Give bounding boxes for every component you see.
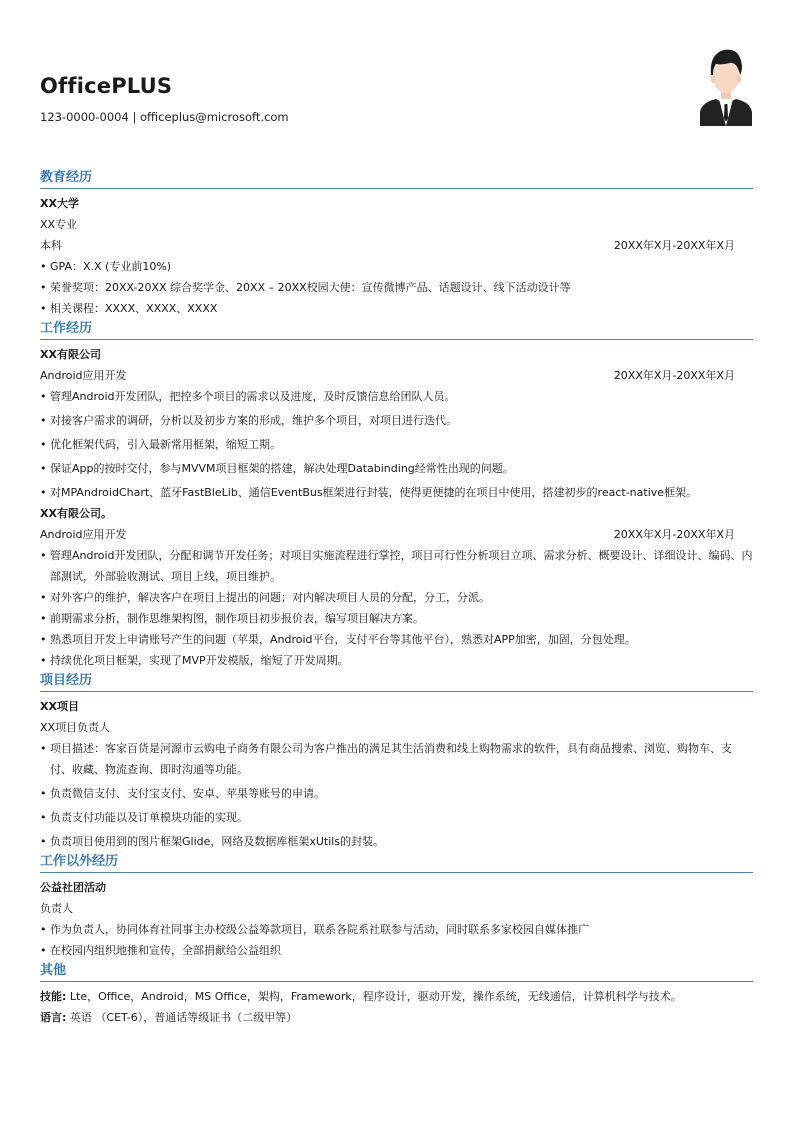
activity-role-line bbox=[40, 898, 753, 919]
degree-line bbox=[40, 235, 753, 256]
job-bullet: • 保证App的按时交付，参与MVVM项目框架的搭建，解决处理Databinding经常性出现的问题。 bbox=[40, 462, 514, 475]
job-bullet: • 管理Android开发团队，把控多个项目的需求以及进度，及时反馈信息给团队人员。 bbox=[40, 390, 456, 403]
skills-line bbox=[40, 986, 753, 1007]
job-bullet: • 优化框架代码，引入最新常用框架，缩短工期。 bbox=[40, 438, 281, 451]
education-bullet: • 相关课程：XXXX、XXXX、XXXX bbox=[40, 302, 218, 315]
section-title-project: 项目经历 bbox=[40, 673, 93, 688]
job-role: Android应用开发 bbox=[40, 369, 127, 382]
job-date: 20XX年X月-20XX年X月 bbox=[613, 528, 735, 541]
activity-bullet: • 在校园内组织地推和宣传，全部捐献给公益组织 bbox=[40, 944, 281, 957]
section-divider bbox=[40, 339, 753, 340]
skills-value: Lte，Office，Android，MS Office，架构，Framework，程序设计，驱动开发，操作系统，无线通信，计算机科学与技术。 bbox=[66, 990, 682, 1003]
education-date: 20XX年X月-20XX年X月 bbox=[613, 239, 735, 252]
activity-bullet: • 作为负责人，协同体育社同事主办校级公益筹款项目，联系各院系社联参与活动，同时联系多家校园自媒体推广 bbox=[40, 923, 589, 936]
job-bullet: • 对接客户需求的调研，分析以及初步方案的形成，维护多个项目，对项目进行迭代。 bbox=[40, 414, 457, 427]
section-other bbox=[40, 961, 753, 1028]
activity-role: 负责人 bbox=[40, 902, 73, 915]
degree: 本科 bbox=[40, 239, 62, 252]
project-bullet: • 项目描述：客家百货是河源市云购电子商务有限公司为客户推出的满足其生活消费和线上购物需求的软件，具有商品搜索、浏览、购物车、支付、收藏、物流查询、即时沟通等功能。 bbox=[40, 742, 732, 776]
section-divider bbox=[40, 981, 753, 982]
major-line bbox=[40, 214, 753, 235]
section-work bbox=[40, 319, 753, 671]
avatar bbox=[700, 44, 752, 126]
job-bullet: • 前期需求分析，制作思维架构图，制作项目初步报价表，编写项目解决方案。 bbox=[40, 612, 424, 625]
job-bullet: • 管理Android开发团队，分配和调节开发任务；对项目实施流程进行掌控，项目可行性分析项目立项、需求分析、概要设计、详细设计、编码、内部测试，外部验收测试、项目上线，项目维护。 bbox=[40, 549, 753, 583]
project-bullet: • 负责支付功能以及订单模块功能的实现。 bbox=[40, 811, 248, 824]
project-role-line bbox=[40, 717, 753, 738]
major: XX专业 bbox=[40, 218, 78, 231]
education-bullet: • 荣誉奖项：20XX-20XX 综合奖学金、20XX – 20XX校园大使：宣传微博产品、话题设计、线下活动设计等 bbox=[40, 281, 571, 294]
section-divider bbox=[40, 188, 753, 189]
project-bullet: • 负责微信支付、支付宝支付、安卓、苹果等账号的申请。 bbox=[40, 787, 325, 800]
candidate-name: OfficePLUS bbox=[40, 74, 173, 98]
language-label: 语言: bbox=[40, 1011, 67, 1024]
job-bullet: • 熟悉项目开发上申请账号产生的问题（苹果，Android平台，支付平台等其他平台），熟悉对APP加密，加固，分包处理。 bbox=[40, 633, 636, 646]
job-role: Android应用开发 bbox=[40, 528, 127, 541]
project-name: XX项目 bbox=[40, 700, 79, 713]
language-value: 英语 （CET-6），普通话等级证书（二级甲等） bbox=[66, 1011, 298, 1024]
section-divider bbox=[40, 691, 753, 692]
section-title-education: 教育经历 bbox=[40, 170, 93, 185]
section-title-extra: 工作以外经历 bbox=[40, 854, 119, 869]
company-name: XX有限公司。 bbox=[40, 507, 112, 520]
job-bullet: • 对外客户的维护，解决客户在项目上提出的问题；对内解决项目人员的分配，分工，分派。 bbox=[40, 591, 490, 604]
project-role: XX项目负责人 bbox=[40, 721, 111, 734]
education-bullet: • GPA：X.X (专业前10%) bbox=[40, 260, 172, 273]
section-title-work: 工作经历 bbox=[40, 321, 93, 336]
role-line bbox=[40, 365, 753, 386]
section-title-other: 其他 bbox=[40, 963, 67, 978]
contact-info: 123-0000-0004 | officeplus@microsoft.com bbox=[40, 110, 289, 124]
section-divider bbox=[40, 872, 753, 873]
skills-label: 技能: bbox=[40, 990, 67, 1003]
resume-body bbox=[40, 168, 753, 1028]
company-name: XX有限公司 bbox=[40, 348, 101, 361]
section-project bbox=[40, 671, 753, 852]
language-line bbox=[40, 1007, 753, 1028]
section-education bbox=[40, 168, 753, 319]
job-bullet: • 持续优化项目框架，实现了MVP开发模版，缩短了开发周期。 bbox=[40, 654, 349, 667]
role-line bbox=[40, 524, 753, 545]
job-bullet: • 对MPAndroidChart、蓝牙FastBleLib、通信EventBus框架进行封装，使得更便捷的在项目中使用，搭建初步的react-native框架。 bbox=[40, 486, 698, 499]
section-extra bbox=[40, 852, 753, 961]
activity-name: 公益社团活动 bbox=[40, 881, 106, 894]
job-date: 20XX年X月-20XX年X月 bbox=[613, 369, 735, 382]
project-bullet: • 负责项目使用到的图片框架Glide，网络及数据库框架xUtils的封装。 bbox=[40, 835, 385, 848]
school-name: XX大学 bbox=[40, 197, 79, 210]
